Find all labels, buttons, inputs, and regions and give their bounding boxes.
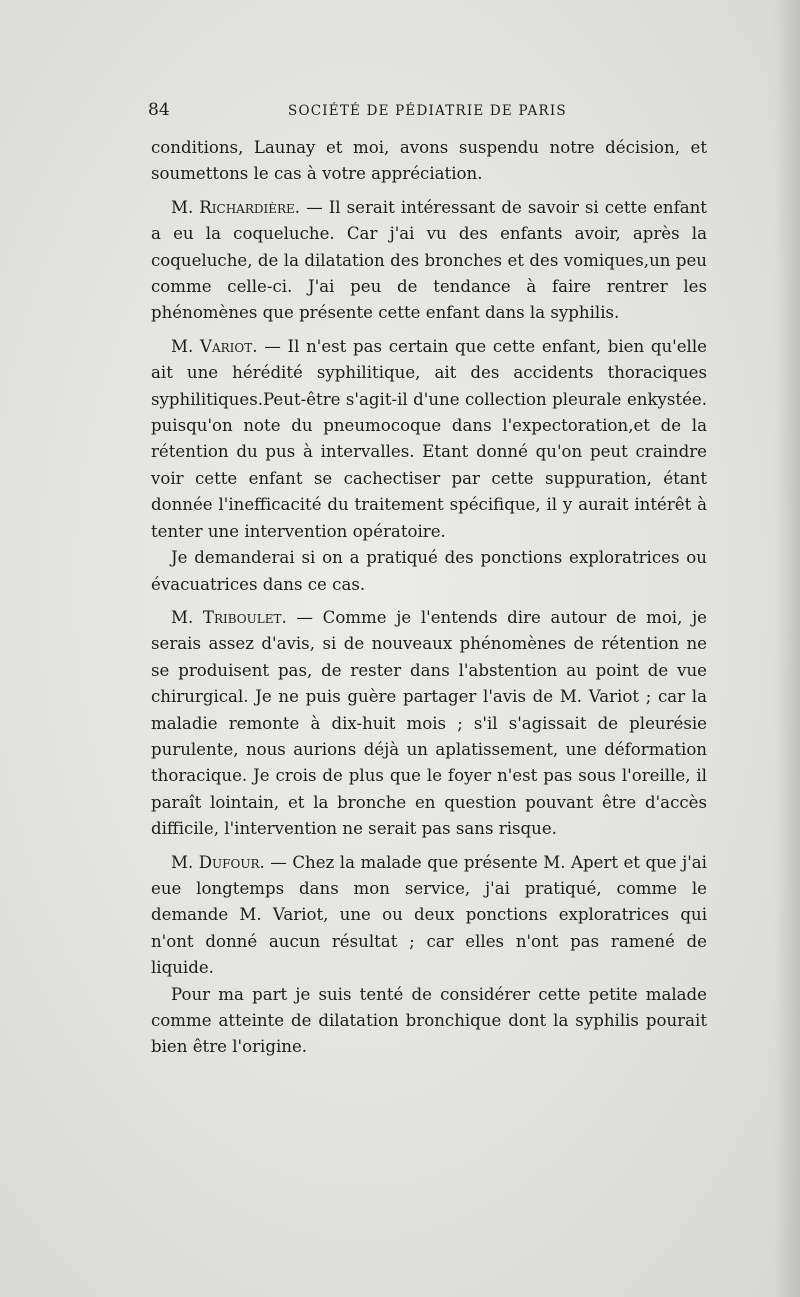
paragraph-text: — Comme je l'entends dire autour de moi, je serais assez d'avis, si de nouveaux phénomènes de rétention ne se produisent pas, de rester dans l'abstention au point de vue chirurgical. Je ne puis guère partager l'avis de M. Variot ; car la maladie remonte à dix-huit mois ; s'il s'agissait de pleurésie purulente, nous aurions déjà un aplatissement, une déformation thoracique. Je crois de plus que le foyer n'est pas sous l'oreille, il paraît lointain, et la bronche en question pouvant être d'accès difficile, l'intervention ne serait pas sans risque. [151,607,707,839]
speaker-name: M. Richardière. [171,197,301,217]
paragraph-dufour [151,850,707,982]
running-title: SOCIÉTÉ DE PÉDIATRIE DE PARIS [288,103,567,119]
paragraph-text: conditions, Launay et moi, avons suspendu notre décision, et soumettons le cas à votre appréciation. [151,138,707,184]
speaker-name: M. Variot. [171,336,258,356]
page-number: 84 [148,100,170,120]
paragraph-variot-question [151,545,707,598]
paragraph-text: — Il n'est pas certain que cette enfant, bien qu'elle ait une hérédité syphilitique, ait des accidents thoraciques syphilitiques.Peut-être s'agit-il d'une collection pleurale enkystée. puisqu'on note du pneumocoque dans l'expectoration,et de la rétention du pus à intervalles. Etant donné qu'on peut craindre voir cette enfant se cachectiser par cette suppuration, étant donnée l'inefficacité du traitement spécifique, il y aurait intérêt à tenter une intervention opératoire. [151,336,707,541]
paragraph-text: Pour ma part je suis tenté de considérer cette petite malade comme atteinte de dilatation bronchique dont la syphilis pourait bien être l'origine. [151,984,707,1057]
paragraph-dufour-conclusion [151,982,707,1061]
paragraph-variot [151,334,707,545]
paragraph-text: — Il serait intéressant de savoir si cette enfant a eu la coqueluche. Car j'ai vu des enfants avoir, après la coqueluche, de la dilatation des bronches et des vomiques,un peu comme celle-ci. J'ai peu de tendance à faire rentrer les phénomènes que présente cette enfant dans la syphilis. [151,197,707,323]
paragraph-text: — Chez la malade que présente M. Apert et que j'ai eue longtemps dans mon service, j'ai pratiqué, comme le demande M. Variot, une ou deux ponctions exploratrices qui n'ont donné aucun résultat ; car elles n'ont pas ramené de liquide. [151,852,707,978]
page-edge-shadow [774,0,800,1297]
paragraph-richardiere [151,195,707,327]
page-header [148,99,708,123]
speaker-name: M. Triboulet. [171,607,287,627]
paragraph-triboulet [151,605,707,843]
body-text [151,135,707,1061]
paragraph-continuation [151,135,707,188]
speaker-name: M. Dufour. [171,852,265,872]
paragraph-text: Je demanderai si on a pratiqué des ponctions exploratrices ou évacuatrices dans ce cas. [151,548,707,594]
